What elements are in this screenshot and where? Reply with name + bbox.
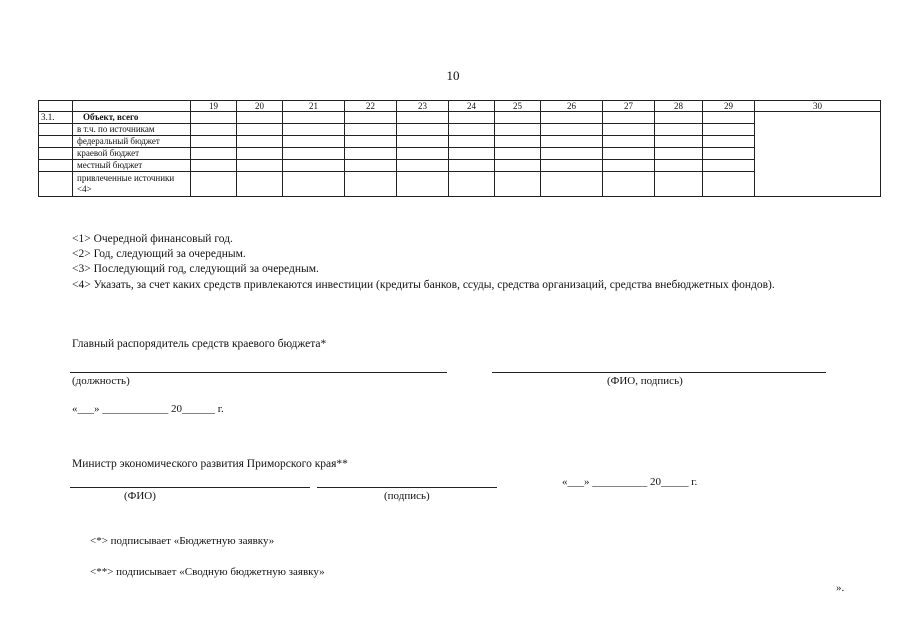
- value-cell: [345, 172, 397, 197]
- header-cell: [73, 101, 191, 112]
- value-cell: [703, 160, 755, 172]
- page-number: 10: [446, 68, 460, 83]
- table-row: [39, 160, 881, 172]
- signature1-title: Главный распорядитель средств краевого бюджета*: [72, 338, 327, 350]
- value-cell: [397, 112, 449, 124]
- note-1: <1> Очередной финансовый год.: [72, 233, 233, 245]
- value-cell: [397, 172, 449, 197]
- row-label: Объект, всего: [73, 112, 191, 124]
- value-cell: [237, 172, 283, 197]
- merged-cell-col30: [755, 112, 881, 197]
- budget-table: [38, 100, 881, 197]
- value-cell: [283, 172, 345, 197]
- value-cell: [655, 136, 703, 148]
- row-label: привлеченные источники <4>: [73, 172, 191, 197]
- footnote-1: <*> подписывает «Бюджетную заявку»: [90, 535, 275, 547]
- value-cell: [345, 160, 397, 172]
- value-cell: [655, 172, 703, 197]
- row-number: 3.1.: [39, 112, 73, 124]
- value-cell: [283, 112, 345, 124]
- value-cell: [449, 172, 495, 197]
- value-cell: [191, 160, 237, 172]
- closing-mark: ».: [836, 582, 845, 594]
- row-number: [39, 136, 73, 148]
- row-number: [39, 124, 73, 136]
- date-line-1: «___» ____________ 20______ г.: [72, 403, 224, 415]
- value-cell: [495, 148, 541, 160]
- value-cell: [703, 148, 755, 160]
- value-cell: [495, 160, 541, 172]
- row-number: [39, 148, 73, 160]
- row-label: федеральный бюджет: [73, 136, 191, 148]
- sign-line-2: [317, 487, 497, 488]
- value-cell: [541, 172, 603, 197]
- header-cell: 25: [495, 101, 541, 112]
- value-cell: [345, 136, 397, 148]
- row-number: [39, 172, 73, 197]
- value-cell: [703, 136, 755, 148]
- value-cell: [449, 124, 495, 136]
- header-cell: 19: [191, 101, 237, 112]
- value-cell: [191, 148, 237, 160]
- value-cell: [655, 124, 703, 136]
- value-cell: [541, 124, 603, 136]
- value-cell: [237, 160, 283, 172]
- table-row: [39, 124, 881, 136]
- value-cell: [397, 136, 449, 148]
- value-cell: [191, 112, 237, 124]
- value-cell: [345, 112, 397, 124]
- value-cell: [449, 148, 495, 160]
- value-cell: [449, 160, 495, 172]
- value-cell: [603, 172, 655, 197]
- notes-block: [72, 232, 850, 277]
- header-cell: [39, 101, 73, 112]
- date-line-2: «___» __________ 20_____ г.: [562, 476, 698, 488]
- table-row: [39, 136, 881, 148]
- header-cell: 30: [755, 101, 881, 112]
- table-row: [39, 172, 881, 197]
- value-cell: [655, 148, 703, 160]
- value-cell: [603, 136, 655, 148]
- value-cell: [237, 124, 283, 136]
- value-cell: [655, 112, 703, 124]
- header-cell: 23: [397, 101, 449, 112]
- value-cell: [603, 148, 655, 160]
- value-cell: [237, 148, 283, 160]
- value-cell: [703, 172, 755, 197]
- note-2: <2> Год, следующий за очередным.: [72, 248, 246, 260]
- value-cell: [237, 136, 283, 148]
- table-header-row: [39, 101, 881, 112]
- value-cell: [495, 112, 541, 124]
- signature2-title: Министр экономического развития Приморского края**: [72, 458, 348, 470]
- value-cell: [449, 136, 495, 148]
- value-cell: [495, 172, 541, 197]
- value-cell: [283, 148, 345, 160]
- value-cell: [397, 160, 449, 172]
- header-cell: 29: [703, 101, 755, 112]
- value-cell: [703, 112, 755, 124]
- value-cell: [283, 124, 345, 136]
- value-cell: [541, 112, 603, 124]
- note-3: <3> Последующий год, следующий за очередным.: [72, 263, 319, 275]
- header-cell: 28: [655, 101, 703, 112]
- value-cell: [495, 136, 541, 148]
- value-cell: [397, 124, 449, 136]
- header-cell: 26: [541, 101, 603, 112]
- value-cell: [603, 112, 655, 124]
- header-cell: 24: [449, 101, 495, 112]
- value-cell: [655, 160, 703, 172]
- table-row: [39, 112, 881, 124]
- fio-label-2: (ФИО): [124, 490, 156, 502]
- fio-signature-label: (ФИО, подпись): [607, 375, 683, 387]
- value-cell: [345, 148, 397, 160]
- value-cell: [283, 160, 345, 172]
- row-label: в т.ч. по источникам: [73, 124, 191, 136]
- value-cell: [541, 136, 603, 148]
- row-label: краевой бюджет: [73, 148, 191, 160]
- value-cell: [449, 112, 495, 124]
- value-cell: [191, 172, 237, 197]
- footnote-2: <**> подписывает «Сводную бюджетную заявку»: [90, 566, 325, 578]
- value-cell: [191, 136, 237, 148]
- header-cell: 22: [345, 101, 397, 112]
- value-cell: [283, 136, 345, 148]
- value-cell: [703, 124, 755, 136]
- header-cell: 21: [283, 101, 345, 112]
- note-4: <4> Указать, за счет каких средств привлекаются инвестиции (кредиты банков, ссуды, средства организаций, средства внебюджетных фондов).: [72, 279, 775, 291]
- value-cell: [495, 124, 541, 136]
- value-cell: [345, 124, 397, 136]
- value-cell: [237, 112, 283, 124]
- table-row: [39, 148, 881, 160]
- position-label: (должность): [72, 375, 130, 387]
- position-line: [70, 372, 447, 373]
- value-cell: [603, 160, 655, 172]
- value-cell: [191, 124, 237, 136]
- fio-line-2: [70, 487, 310, 488]
- value-cell: [603, 124, 655, 136]
- header-cell: 27: [603, 101, 655, 112]
- value-cell: [541, 160, 603, 172]
- fio-line: [492, 372, 826, 373]
- row-label: местный бюджет: [73, 160, 191, 172]
- sign-label-2: (подпись): [384, 490, 430, 502]
- row-number: [39, 160, 73, 172]
- value-cell: [397, 148, 449, 160]
- header-cell: 20: [237, 101, 283, 112]
- value-cell: [541, 148, 603, 160]
